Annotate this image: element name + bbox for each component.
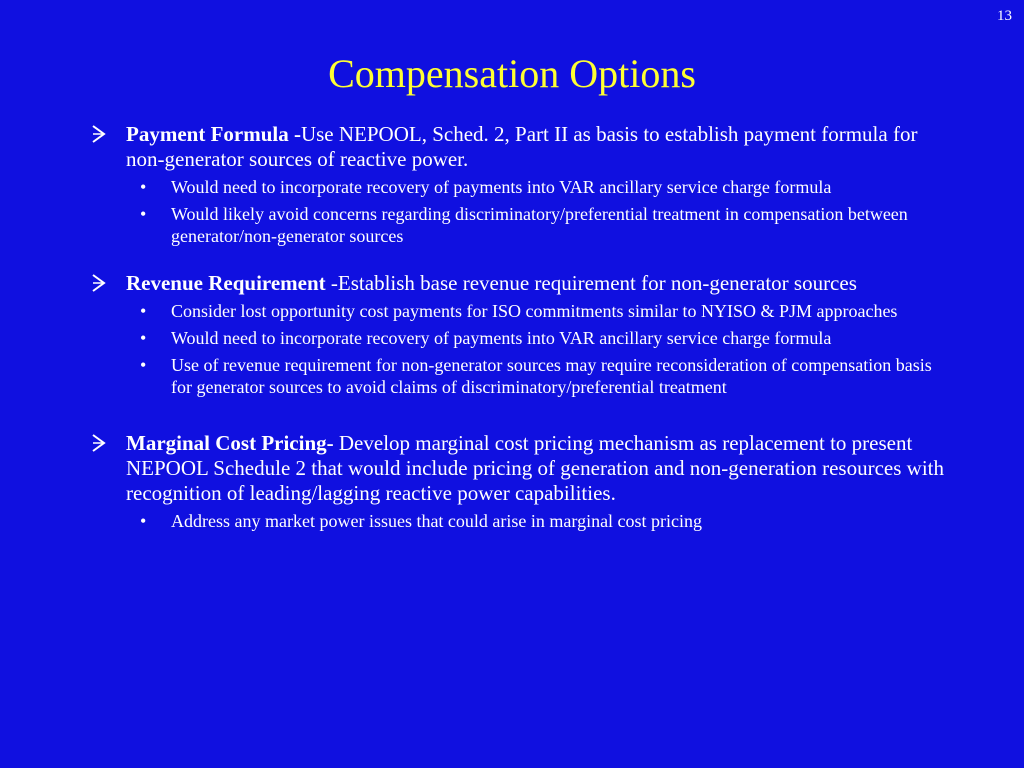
sub-bullet-text: Consider lost opportunity cost payments for ISO commitments similar to NYISO & PJM approaches <box>171 301 898 321</box>
sub-bullet-list <box>88 300 948 398</box>
dot-bullet-icon: • <box>140 204 147 224</box>
arrow-bullet-icon <box>90 433 106 453</box>
section-text: Develop marginal cost pricing mechanism as replacement to present NEPOOL Schedule 2 that would include pricing of generation and non-generation resources with recognition of leading/lagging reactive power capabilities. <box>126 431 944 505</box>
main-bullet <box>88 431 948 506</box>
dot-bullet-icon: • <box>140 301 147 321</box>
dot-bullet-icon: • <box>140 355 147 375</box>
section-payment-formula <box>88 122 948 247</box>
sub-bullet <box>88 327 948 349</box>
sub-bullet <box>88 354 948 398</box>
sub-bullet-text: Would need to incorporate recovery of payments into VAR ancillary service charge formula <box>171 177 832 197</box>
sub-bullet-text: Would likely avoid concerns regarding discriminatory/preferential treatment in compensation between generator/non-generator sources <box>171 204 908 246</box>
main-bullet <box>88 271 948 296</box>
section-text: -Establish base revenue requirement for non-generator sources <box>325 271 857 295</box>
dot-bullet-icon: • <box>140 511 147 531</box>
slide-content <box>88 122 948 537</box>
main-bullet <box>88 122 948 172</box>
sub-bullet-text: Would need to incorporate recovery of payments into VAR ancillary service charge formula <box>171 328 832 348</box>
section-heading: Marginal Cost Pricing- <box>126 431 334 455</box>
slide-number: 13 <box>997 8 1012 24</box>
sub-bullet-text: Use of revenue requirement for non-generator sources may require reconsideration of compensation basis for generator sources to avoid claims of discriminatory/preferential treatment <box>171 355 932 397</box>
sub-bullet-list <box>88 176 948 247</box>
sub-bullet <box>88 176 948 198</box>
arrow-bullet-icon <box>90 124 106 144</box>
dot-bullet-icon: • <box>140 328 147 348</box>
sub-bullet-list <box>88 510 948 532</box>
dot-bullet-icon: • <box>140 177 147 197</box>
sub-bullet <box>88 300 948 322</box>
slide-title: Compensation Options <box>328 51 696 96</box>
section-heading: Payment Formula - <box>126 122 301 146</box>
sub-bullet <box>88 203 948 247</box>
arrow-bullet-icon <box>90 273 106 293</box>
section-revenue-requirement <box>88 271 948 398</box>
section-heading: Revenue Requirement <box>126 271 326 295</box>
sub-bullet <box>88 510 948 532</box>
section-marginal-cost-pricing <box>88 431 948 532</box>
section-text: Use NEPOOL, Sched. 2, Part II as basis to establish payment formula for non-generator sources of reactive power. <box>126 122 918 171</box>
sub-bullet-text: Address any market power issues that could arise in marginal cost pricing <box>171 511 703 531</box>
